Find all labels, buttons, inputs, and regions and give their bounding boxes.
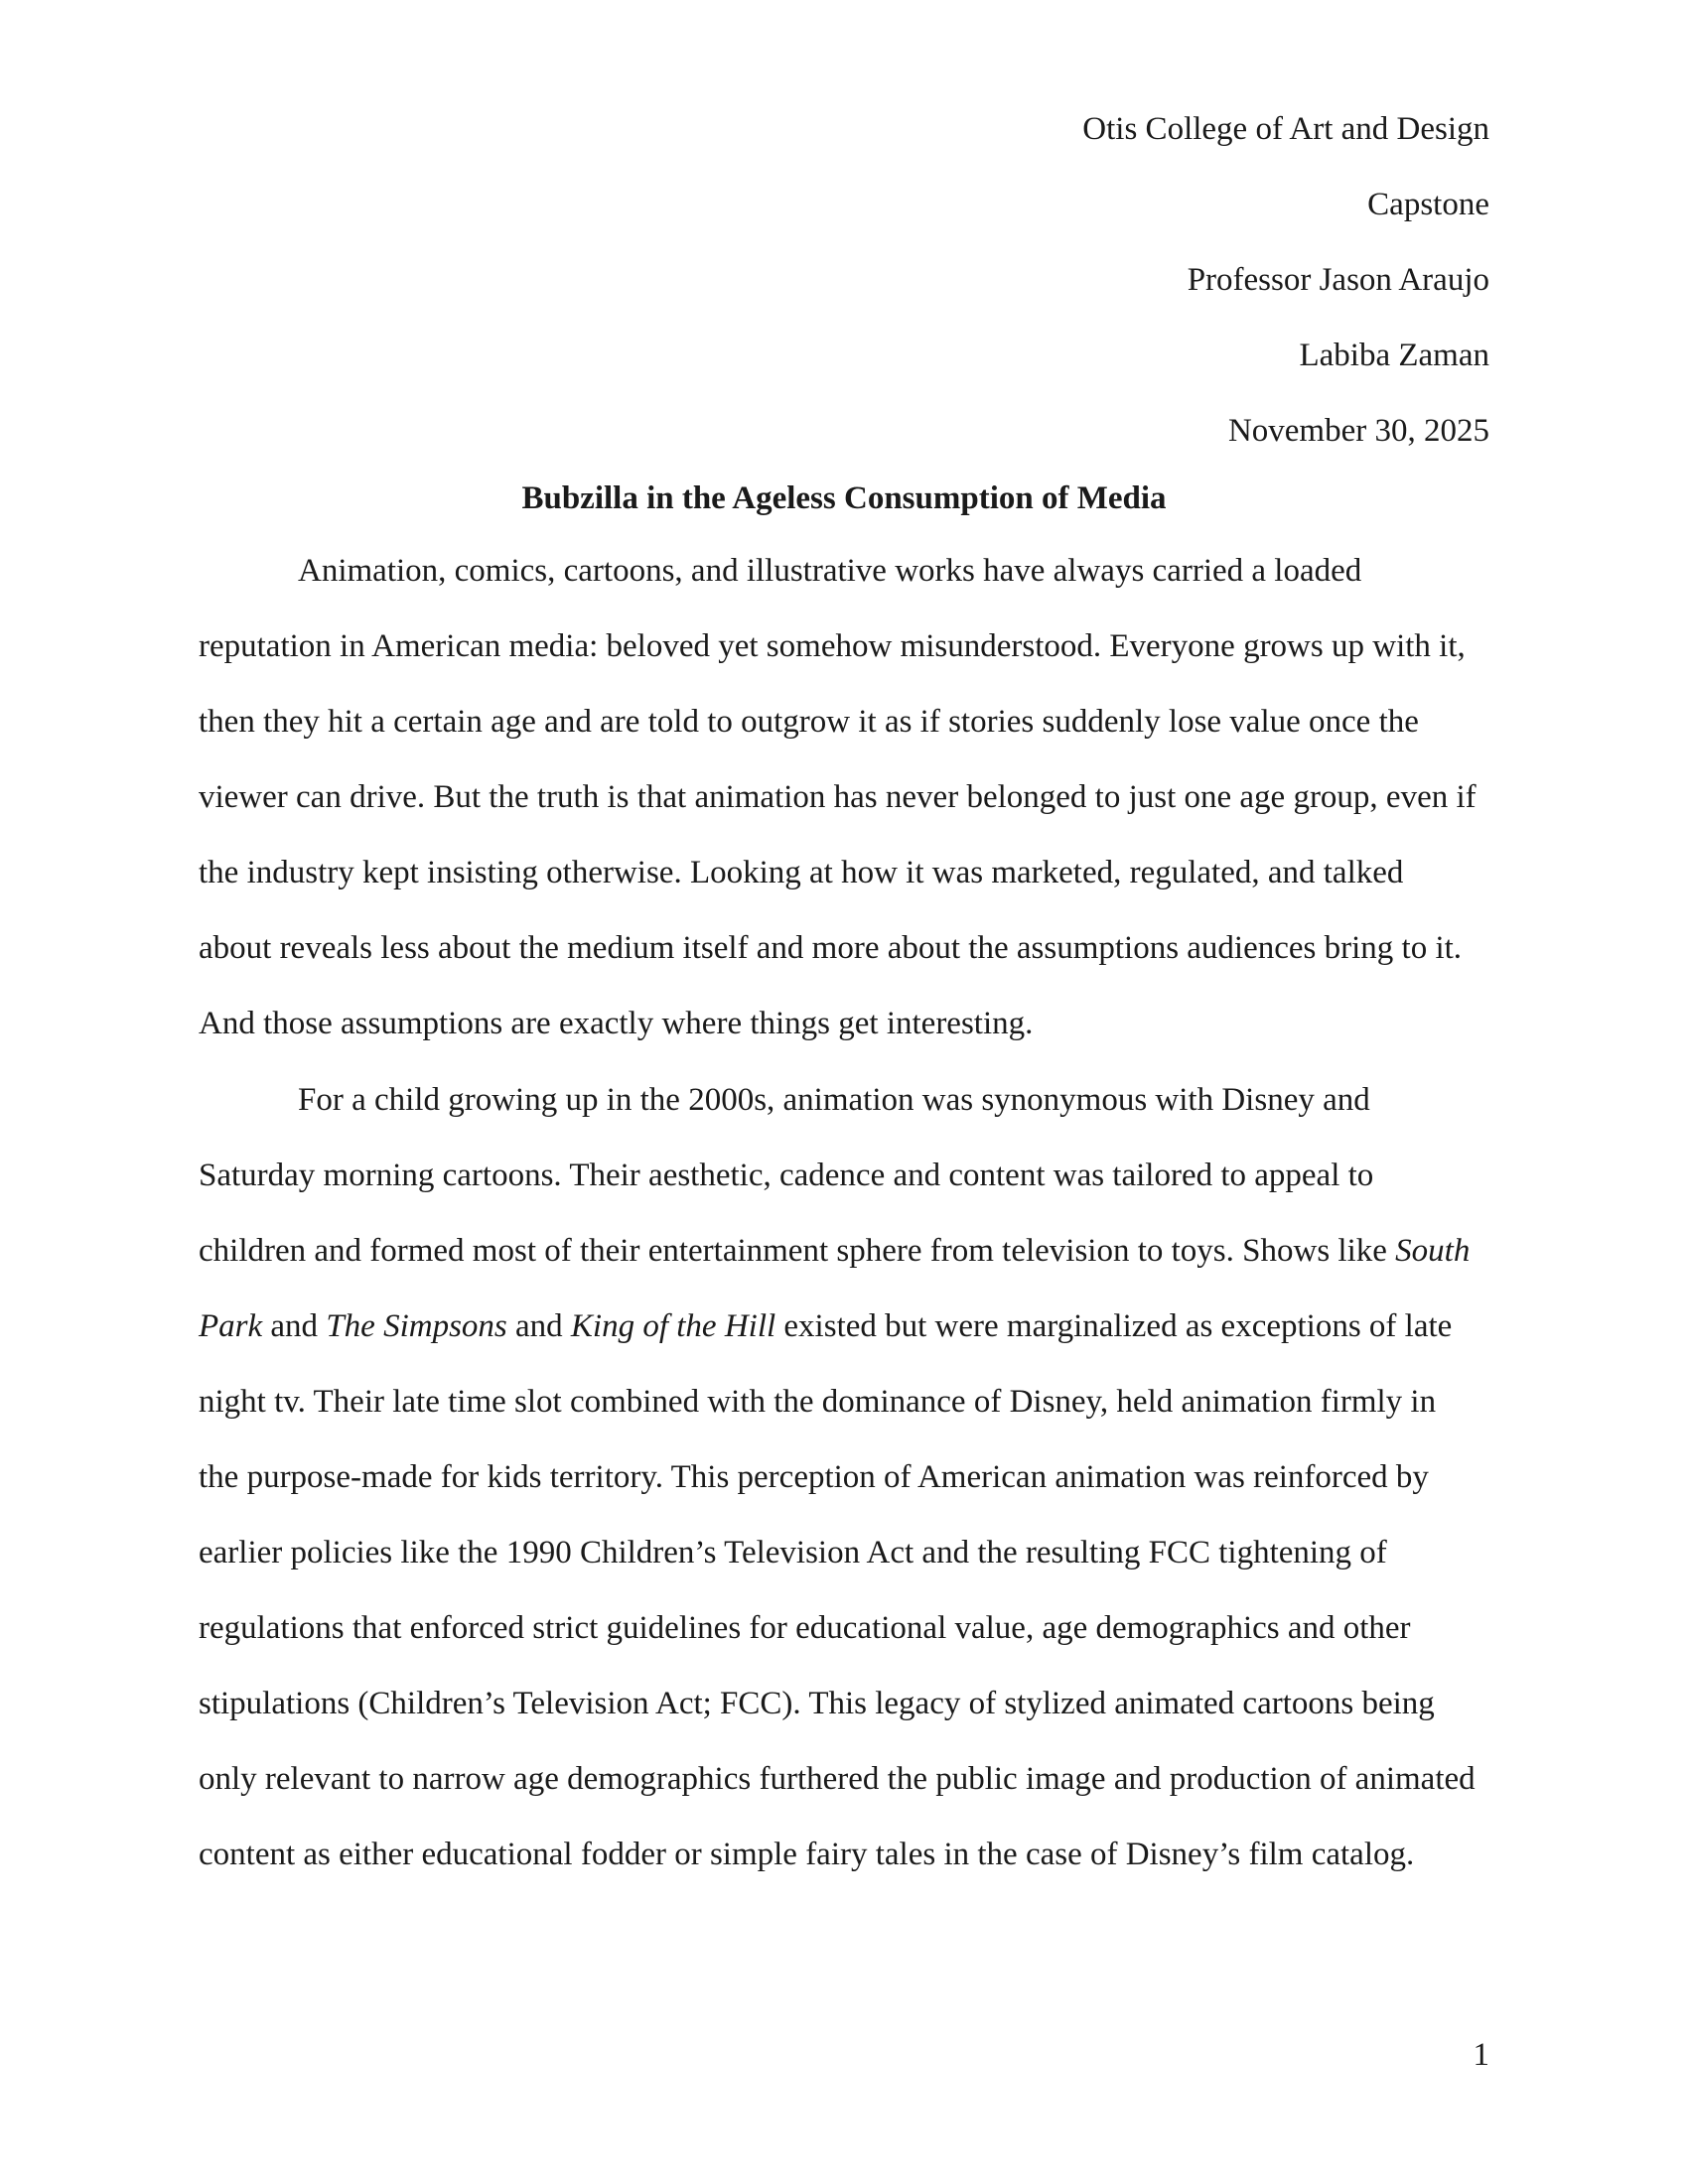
paragraph-2-line: regulations that enforced strict guidelines for educational value, age demographics and other [199,1610,1411,1646]
paragraph-2-line: night tv. Their late time slot combined with the dominance of Disney, held animation firmly in [199,1384,1437,1420]
line-text: children and formed most of their entertainment sphere from television to toys. Shows like [199,1233,1396,1269]
show-title-park: Park [199,1308,263,1344]
show-title-south-park: South [1395,1233,1471,1269]
course: Capstone [1367,187,1489,222]
paragraph-2-line [199,1306,1452,1346]
paragraph-2-line [199,1231,1470,1271]
paragraph-2-line: For a child growing up in the 2000s, animation was synonymous with Disney and [298,1082,1370,1118]
paragraph-1-line: about reveals less about the medium itself and more about the assumptions audiences bring to it. [199,930,1463,966]
paragraph-2-line: earlier policies like the 1990 Children’s Television Act and the resulting FCC tightening of [199,1535,1387,1570]
line-text: and [262,1308,327,1344]
show-title-the-simpsons: The Simpsons [326,1308,507,1344]
page-number: 1 [1473,2037,1489,2073]
document-title: Bubzilla in the Ageless Consumption of Media [521,480,1167,516]
paragraph-1-line: then they hit a certain age and are told to outgrow it as if stories suddenly lose value once the [199,704,1419,740]
paragraph-2-line: only relevant to narrow age demographics furthered the public image and production of animated [199,1761,1476,1797]
paragraph-2-line: the purpose-made for kids territory. This perception of American animation was reinforced by [199,1459,1429,1495]
line-text: existed but were marginalized as exceptions of late [775,1308,1453,1344]
paragraph-2-line: stipulations (Children’s Television Act; FCC). This legacy of stylized animated cartoons being [199,1686,1435,1721]
institution: Otis College of Art and Design [1082,111,1489,147]
header-block [596,91,1489,469]
line-text: and [506,1308,571,1344]
paragraph-1-line: the industry kept insisting otherwise. Looking at how it was marketed, regulated, and talked [199,855,1404,890]
author: Labiba Zaman [1299,338,1489,373]
paragraph-1-line: And those assumptions are exactly where things get interesting. [199,1006,1034,1041]
paragraph-1-line: Animation, comics, cartoons, and illustrative works have always carried a loaded [298,553,1362,589]
paragraph-1-line: reputation in American media: beloved yet somehow misunderstood. Everyone grows up with it, [199,628,1466,664]
paragraph-1-line: viewer can drive. But the truth is that animation has never belonged to just one age group, even if [199,779,1477,815]
paragraph-2-line: Saturday morning cartoons. Their aesthetic, cadence and content was tailored to appeal to [199,1158,1374,1193]
paragraph-2-line: content as either educational fodder or simple fairy tales in the case of Disney’s film catalog. [199,1837,1415,1872]
show-title-king-of-the-hill: King of the Hill [570,1308,776,1344]
professor: Professor Jason Araujo [1187,262,1489,298]
date: November 30, 2025 [1227,413,1489,449]
